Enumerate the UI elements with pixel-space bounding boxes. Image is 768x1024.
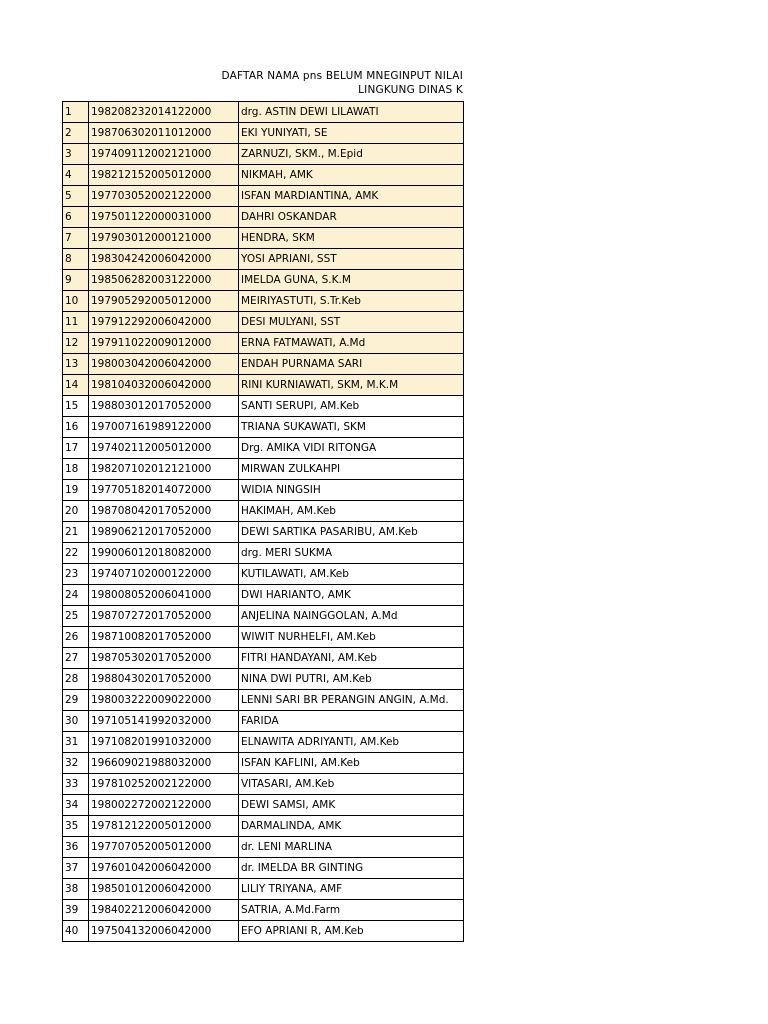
row-number-cell: 27 <box>63 648 89 669</box>
row-number-cell: 33 <box>63 774 89 795</box>
name-cell: IMELDA GUNA, S.K.M <box>239 270 464 291</box>
nip-cell: 197007161989122000 <box>89 417 239 438</box>
name-cell: ENDAH PURNAMA SARI <box>239 354 464 375</box>
nip-cell: 198906212017052000 <box>89 522 239 543</box>
table-row <box>63 627 464 648</box>
table-row <box>63 921 464 942</box>
row-number-cell: 19 <box>63 480 89 501</box>
row-number-cell: 31 <box>63 732 89 753</box>
name-cell: DAHRI OSKANDAR <box>239 207 464 228</box>
name-cell: MEIRIYASTUTI, S.Tr.Keb <box>239 291 464 312</box>
table-row <box>63 354 464 375</box>
row-number-cell: 36 <box>63 837 89 858</box>
table-row <box>63 606 464 627</box>
row-number-cell: 12 <box>63 333 89 354</box>
name-cell: EKI YUNIYATI, SE <box>239 123 464 144</box>
table-row <box>63 165 464 186</box>
table-row <box>63 585 464 606</box>
table-row <box>63 312 464 333</box>
table-row <box>63 291 464 312</box>
row-number-cell: 8 <box>63 249 89 270</box>
name-cell: dr. IMELDA BR GINTING <box>239 858 464 879</box>
name-cell: DARMALINDA, AMK <box>239 816 464 837</box>
name-cell: FITRI HANDAYANI, AM.Keb <box>239 648 464 669</box>
name-cell: DEWI SARTIKA PASARIBU, AM.Keb <box>239 522 464 543</box>
row-number-cell: 29 <box>63 690 89 711</box>
nip-cell: 197705182014072000 <box>89 480 239 501</box>
table-row <box>63 564 464 585</box>
nip-cell: 197905292005012000 <box>89 291 239 312</box>
row-number-cell: 40 <box>63 921 89 942</box>
nip-cell: 197504132006042000 <box>89 921 239 942</box>
name-cell: drg. MERI SUKMA <box>239 543 464 564</box>
name-cell: ELNAWITA ADRIYANTI, AM.Keb <box>239 732 464 753</box>
table-row <box>63 228 464 249</box>
row-number-cell: 32 <box>63 753 89 774</box>
table-row <box>63 123 464 144</box>
nip-cell: 198402212006042000 <box>89 900 239 921</box>
name-cell: MIRWAN ZULKAHPI <box>239 459 464 480</box>
row-number-cell: 18 <box>63 459 89 480</box>
row-number-cell: 30 <box>63 711 89 732</box>
nip-cell: 198003042006042000 <box>89 354 239 375</box>
table-row <box>63 459 464 480</box>
nip-cell: 197912292006042000 <box>89 312 239 333</box>
name-cell: FARIDA <box>239 711 464 732</box>
row-number-cell: 17 <box>63 438 89 459</box>
row-number-cell: 6 <box>63 207 89 228</box>
row-number-cell: 37 <box>63 858 89 879</box>
nip-cell: 197911022009012000 <box>89 333 239 354</box>
row-number-cell: 7 <box>63 228 89 249</box>
nip-cell: 197601042006042000 <box>89 858 239 879</box>
table-row <box>63 795 464 816</box>
table-row <box>63 753 464 774</box>
nip-cell: 198208232014122000 <box>89 102 239 123</box>
nip-cell: 198708042017052000 <box>89 501 239 522</box>
nip-cell: 198003222009022000 <box>89 690 239 711</box>
name-cell: ZARNUZI, SKM., M.Epid <box>239 144 464 165</box>
row-number-cell: 24 <box>63 585 89 606</box>
row-number-cell: 9 <box>63 270 89 291</box>
table-row <box>63 858 464 879</box>
name-cell: dr. LENI MARLINA <box>239 837 464 858</box>
table-row <box>63 102 464 123</box>
nip-cell: 199006012018082000 <box>89 543 239 564</box>
name-cell: Drg. AMIKA VIDI RITONGA <box>239 438 464 459</box>
nip-cell: 198304242006042000 <box>89 249 239 270</box>
name-cell: DWI HARIANTO, AMK <box>239 585 464 606</box>
table-row <box>63 501 464 522</box>
name-cell: DESI MULYANI, SST <box>239 312 464 333</box>
row-number-cell: 2 <box>63 123 89 144</box>
table-row <box>63 396 464 417</box>
nip-cell: 197409112002121000 <box>89 144 239 165</box>
name-cell: LENNI SARI BR PERANGIN ANGIN, A.Md. <box>239 690 464 711</box>
document-title-line-1: DAFTAR NAMA pns BELUM MNEGINPUT NILAI <box>221 70 463 82</box>
row-number-cell: 5 <box>63 186 89 207</box>
row-number-cell: 11 <box>63 312 89 333</box>
name-cell: NINA DWI PUTRI, AM.Keb <box>239 669 464 690</box>
name-cell: drg. ASTIN DEWI LILAWATI <box>239 102 464 123</box>
nip-cell: 197105141992032000 <box>89 711 239 732</box>
table-row <box>63 144 464 165</box>
table-row <box>63 375 464 396</box>
nip-cell: 198707272017052000 <box>89 606 239 627</box>
table-row <box>63 522 464 543</box>
nip-cell: 197812122005012000 <box>89 816 239 837</box>
nip-cell: 197703052002122000 <box>89 186 239 207</box>
row-number-cell: 14 <box>63 375 89 396</box>
nip-cell: 198705302017052000 <box>89 648 239 669</box>
nip-cell: 197903012000121000 <box>89 228 239 249</box>
name-cell: ANJELINA NAINGGOLAN, A.Md <box>239 606 464 627</box>
row-number-cell: 34 <box>63 795 89 816</box>
row-number-cell: 1 <box>63 102 89 123</box>
row-number-cell: 26 <box>63 627 89 648</box>
employee-table <box>62 101 464 942</box>
row-number-cell: 4 <box>63 165 89 186</box>
name-cell: YOSI APRIANI, SST <box>239 249 464 270</box>
name-cell: EFO APRIANI R, AM.Keb <box>239 921 464 942</box>
name-cell: ISFAN MARDIANTINA, AMK <box>239 186 464 207</box>
nip-cell: 196609021988032000 <box>89 753 239 774</box>
nip-cell: 198506282003122000 <box>89 270 239 291</box>
nip-cell: 197108201991032000 <box>89 732 239 753</box>
row-number-cell: 22 <box>63 543 89 564</box>
name-cell: HENDRA, SKM <box>239 228 464 249</box>
table-row <box>63 249 464 270</box>
table-row <box>63 879 464 900</box>
table-row <box>63 648 464 669</box>
table-row <box>63 690 464 711</box>
nip-cell: 198710082017052000 <box>89 627 239 648</box>
table-row <box>63 900 464 921</box>
nip-cell: 197707052005012000 <box>89 837 239 858</box>
name-cell: ISFAN KAFLINI, AM.Keb <box>239 753 464 774</box>
nip-cell: 198008052006041000 <box>89 585 239 606</box>
name-cell: RINI KURNIAWATI, SKM, M.K.M <box>239 375 464 396</box>
nip-cell: 198501012006042000 <box>89 879 239 900</box>
table-row <box>63 417 464 438</box>
table-row <box>63 333 464 354</box>
table-row <box>63 732 464 753</box>
nip-cell: 198706302011012000 <box>89 123 239 144</box>
name-cell: DEWI SAMSI, AMK <box>239 795 464 816</box>
table-row <box>63 543 464 564</box>
row-number-cell: 3 <box>63 144 89 165</box>
nip-cell: 197501122000031000 <box>89 207 239 228</box>
name-cell: KUTILAWATI, AM.Keb <box>239 564 464 585</box>
nip-cell: 198104032006042000 <box>89 375 239 396</box>
name-cell: SATRIA, A.Md.Farm <box>239 900 464 921</box>
name-cell: SANTI SERUPI, AM.Keb <box>239 396 464 417</box>
name-cell: ERNA FATMAWATI, A.Md <box>239 333 464 354</box>
name-cell: WIDIA NINGSIH <box>239 480 464 501</box>
row-number-cell: 15 <box>63 396 89 417</box>
row-number-cell: 10 <box>63 291 89 312</box>
row-number-cell: 25 <box>63 606 89 627</box>
nip-cell: 198804302017052000 <box>89 669 239 690</box>
table-row <box>63 438 464 459</box>
nip-cell: 197402112005012000 <box>89 438 239 459</box>
name-cell: HAKIMAH, AM.Keb <box>239 501 464 522</box>
employee-table-body <box>63 102 464 942</box>
table-row <box>63 669 464 690</box>
table-row <box>63 207 464 228</box>
document-title-line-2: LINGKUNG DINAS K <box>358 84 463 96</box>
name-cell: NIKMAH, AMK <box>239 165 464 186</box>
name-cell: TRIANA SUKAWATI, SKM <box>239 417 464 438</box>
nip-cell: 198212152005012000 <box>89 165 239 186</box>
row-number-cell: 39 <box>63 900 89 921</box>
name-cell: VITASARI, AM.Keb <box>239 774 464 795</box>
table-row <box>63 837 464 858</box>
nip-cell: 197407102000122000 <box>89 564 239 585</box>
row-number-cell: 38 <box>63 879 89 900</box>
table-row <box>63 186 464 207</box>
row-number-cell: 13 <box>63 354 89 375</box>
row-number-cell: 16 <box>63 417 89 438</box>
nip-cell: 198803012017052000 <box>89 396 239 417</box>
name-cell: LILIY TRIYANA, AMF <box>239 879 464 900</box>
row-number-cell: 20 <box>63 501 89 522</box>
table-row <box>63 774 464 795</box>
name-cell: WIWIT NURHELFI, AM.Keb <box>239 627 464 648</box>
row-number-cell: 35 <box>63 816 89 837</box>
table-row <box>63 480 464 501</box>
row-number-cell: 21 <box>63 522 89 543</box>
row-number-cell: 28 <box>63 669 89 690</box>
nip-cell: 198207102012121000 <box>89 459 239 480</box>
nip-cell: 197810252002122000 <box>89 774 239 795</box>
table-row <box>63 816 464 837</box>
table-row <box>63 270 464 291</box>
row-number-cell: 23 <box>63 564 89 585</box>
nip-cell: 198002272002122000 <box>89 795 239 816</box>
table-row <box>63 711 464 732</box>
